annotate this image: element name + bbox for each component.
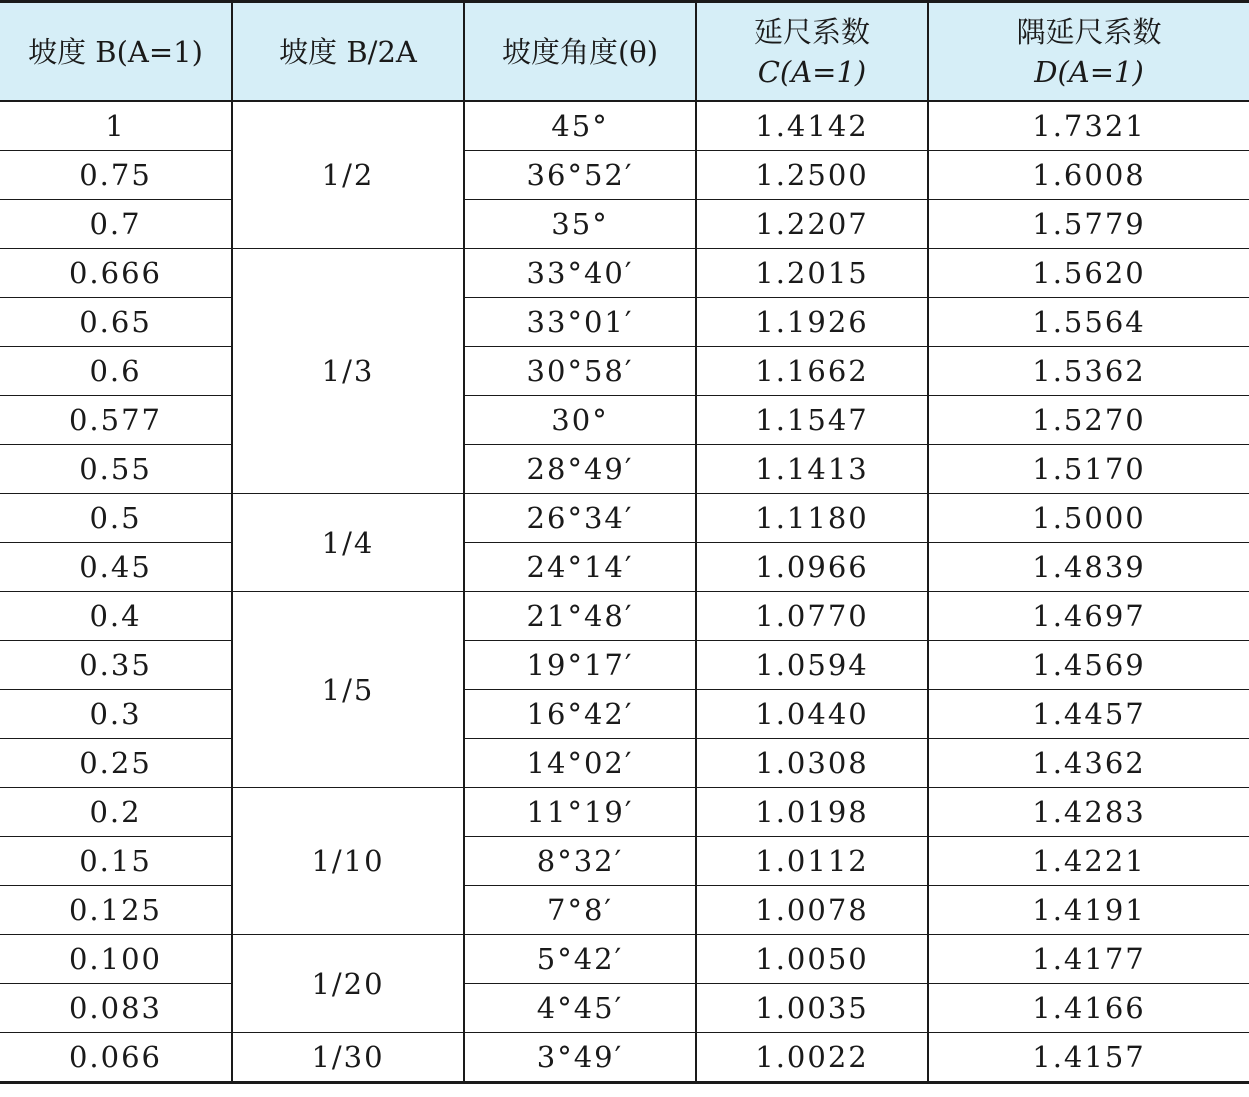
table-row (0, 494, 1249, 543)
slope-angle-cell: 36°52′ (464, 151, 696, 200)
hip-extension-coefficient-cell: 1.4697 (928, 592, 1249, 641)
slope-b-cell: 0.35 (0, 641, 232, 690)
hip-extension-coefficient-cell: 1.5620 (928, 249, 1249, 298)
extension-coefficient-cell: 1.1413 (696, 445, 928, 494)
header-extension-coefficient (696, 2, 928, 102)
slope-b-cell: 0.45 (0, 543, 232, 592)
table-row (0, 445, 1249, 494)
table-row (0, 788, 1249, 837)
slope-ratio-cell: 1/20 (232, 935, 464, 1033)
slope-b-cell: 0.2 (0, 788, 232, 837)
table-row (0, 641, 1249, 690)
extension-coefficient-cell: 1.0112 (696, 837, 928, 886)
hip-extension-coefficient-cell: 1.5170 (928, 445, 1249, 494)
extension-coefficient-cell: 1.1180 (696, 494, 928, 543)
slope-angle-cell: 4°45′ (464, 984, 696, 1033)
slope-angle-cell: 30° (464, 396, 696, 445)
slope-angle-cell: 33°40′ (464, 249, 696, 298)
extension-coefficient-cell: 1.0022 (696, 1033, 928, 1083)
slope-ratio-cell: 1/10 (232, 788, 464, 935)
slope-angle-cell: 30°58′ (464, 347, 696, 396)
slope-b-cell: 0.100 (0, 935, 232, 984)
header-hip-extension-coefficient (928, 2, 1249, 102)
slope-b-cell: 0.65 (0, 298, 232, 347)
extension-coefficient-cell: 1.0594 (696, 641, 928, 690)
slope-ratio-cell: 1/30 (232, 1033, 464, 1083)
slope-angle-cell: 16°42′ (464, 690, 696, 739)
extension-coefficient-cell: 1.0035 (696, 984, 928, 1033)
slope-b-cell: 0.6 (0, 347, 232, 396)
slope-b-cell: 0.7 (0, 200, 232, 249)
hip-extension-coefficient-cell: 1.4283 (928, 788, 1249, 837)
hip-extension-coefficient-cell: 1.5270 (928, 396, 1249, 445)
slope-ratio-cell: 1/5 (232, 592, 464, 788)
slope-b-cell: 0.55 (0, 445, 232, 494)
hip-extension-coefficient-cell: 1.4457 (928, 690, 1249, 739)
table-row (0, 543, 1249, 592)
extension-coefficient-cell: 1.0440 (696, 690, 928, 739)
slope-b-cell: 0.4 (0, 592, 232, 641)
header-slope-b: 坡度 B(A=1) (0, 2, 232, 102)
header-slope-angle: 坡度角度(θ) (464, 2, 696, 102)
table-row (0, 935, 1249, 984)
hip-extension-coefficient-cell: 1.5000 (928, 494, 1249, 543)
hip-extension-coefficient-cell: 1.4221 (928, 837, 1249, 886)
extension-coefficient-cell: 1.1926 (696, 298, 928, 347)
slope-b-cell: 0.666 (0, 249, 232, 298)
hip-extension-coefficient-cell: 1.4839 (928, 543, 1249, 592)
slope-b-cell: 0.75 (0, 151, 232, 200)
table-row (0, 151, 1249, 200)
hip-extension-coefficient-cell: 1.6008 (928, 151, 1249, 200)
slope-angle-cell: 45° (464, 101, 696, 151)
table-row (0, 101, 1249, 151)
header-row (0, 2, 1249, 102)
hip-extension-coefficient-cell: 1.5779 (928, 200, 1249, 249)
extension-coefficient-cell: 1.0770 (696, 592, 928, 641)
slope-b-cell: 0.5 (0, 494, 232, 543)
header-hip-extension-coefficient-title: 隅延尺系数 (1016, 14, 1162, 49)
table-row (0, 1033, 1249, 1083)
extension-coefficient-cell: 1.0966 (696, 543, 928, 592)
extension-coefficient-cell: 1.2207 (696, 200, 928, 249)
slope-angle-cell: 24°14′ (464, 543, 696, 592)
slope-b-cell: 0.577 (0, 396, 232, 445)
table-row (0, 592, 1249, 641)
extension-coefficient-cell: 1.0078 (696, 886, 928, 935)
extension-coefficient-cell: 1.0308 (696, 739, 928, 788)
table-row (0, 837, 1249, 886)
slope-angle-cell: 26°34′ (464, 494, 696, 543)
slope-angle-cell: 14°02′ (464, 739, 696, 788)
table-row (0, 739, 1249, 788)
slope-b-cell: 0.3 (0, 690, 232, 739)
slope-ratio-cell: 1/3 (232, 249, 464, 494)
slope-angle-cell: 35° (464, 200, 696, 249)
slope-angle-cell: 19°17′ (464, 641, 696, 690)
hip-extension-coefficient-cell: 1.4157 (928, 1033, 1249, 1083)
slope-angle-cell: 8°32′ (464, 837, 696, 886)
slope-b-cell: 0.066 (0, 1033, 232, 1083)
hip-extension-coefficient-cell: 1.4177 (928, 935, 1249, 984)
hip-extension-coefficient-cell: 1.4362 (928, 739, 1249, 788)
hip-extension-coefficient-cell: 1.7321 (928, 101, 1249, 151)
table-body (0, 101, 1249, 1083)
table-header (0, 2, 1249, 102)
slope-angle-cell: 21°48′ (464, 592, 696, 641)
slope-angle-cell: 28°49′ (464, 445, 696, 494)
slope-angle-cell: 3°49′ (464, 1033, 696, 1083)
slope-b-cell: 1 (0, 101, 232, 151)
extension-coefficient-cell: 1.2500 (696, 151, 928, 200)
extension-coefficient-cell: 1.0198 (696, 788, 928, 837)
hip-extension-coefficient-cell: 1.4569 (928, 641, 1249, 690)
slope-b-cell: 0.125 (0, 886, 232, 935)
slope-b-cell: 0.083 (0, 984, 232, 1033)
header-extension-coefficient-title: 延尺系数 (753, 14, 870, 49)
extension-coefficient-cell: 1.0050 (696, 935, 928, 984)
hip-extension-coefficient-cell: 1.4191 (928, 886, 1249, 935)
slope-ratio-cell: 1/2 (232, 101, 464, 249)
header-slope-ratio: 坡度 B/2A (232, 2, 464, 102)
table-row (0, 396, 1249, 445)
table-row (0, 984, 1249, 1033)
table-row (0, 200, 1249, 249)
extension-coefficient-cell: 1.1547 (696, 396, 928, 445)
slope-angle-cell: 33°01′ (464, 298, 696, 347)
extension-coefficient-cell: 1.1662 (696, 347, 928, 396)
slope-ratio-cell: 1/4 (232, 494, 464, 592)
slope-b-cell: 0.25 (0, 739, 232, 788)
table-row (0, 347, 1249, 396)
header-hip-extension-coefficient-formula: D(A=1) (1034, 54, 1144, 89)
table-row (0, 298, 1249, 347)
slope-angle-cell: 7°8′ (464, 886, 696, 935)
slope-angle-cell: 11°19′ (464, 788, 696, 837)
slope-angle-cell: 5°42′ (464, 935, 696, 984)
table-row (0, 886, 1249, 935)
hip-extension-coefficient-cell: 1.4166 (928, 984, 1249, 1033)
hip-extension-coefficient-cell: 1.5564 (928, 298, 1249, 347)
header-extension-coefficient-formula: C(A=1) (757, 54, 867, 89)
slope-b-cell: 0.15 (0, 837, 232, 886)
extension-coefficient-cell: 1.4142 (696, 101, 928, 151)
table-row (0, 690, 1249, 739)
extension-coefficient-cell: 1.2015 (696, 249, 928, 298)
table-row (0, 249, 1249, 298)
hip-extension-coefficient-cell: 1.5362 (928, 347, 1249, 396)
